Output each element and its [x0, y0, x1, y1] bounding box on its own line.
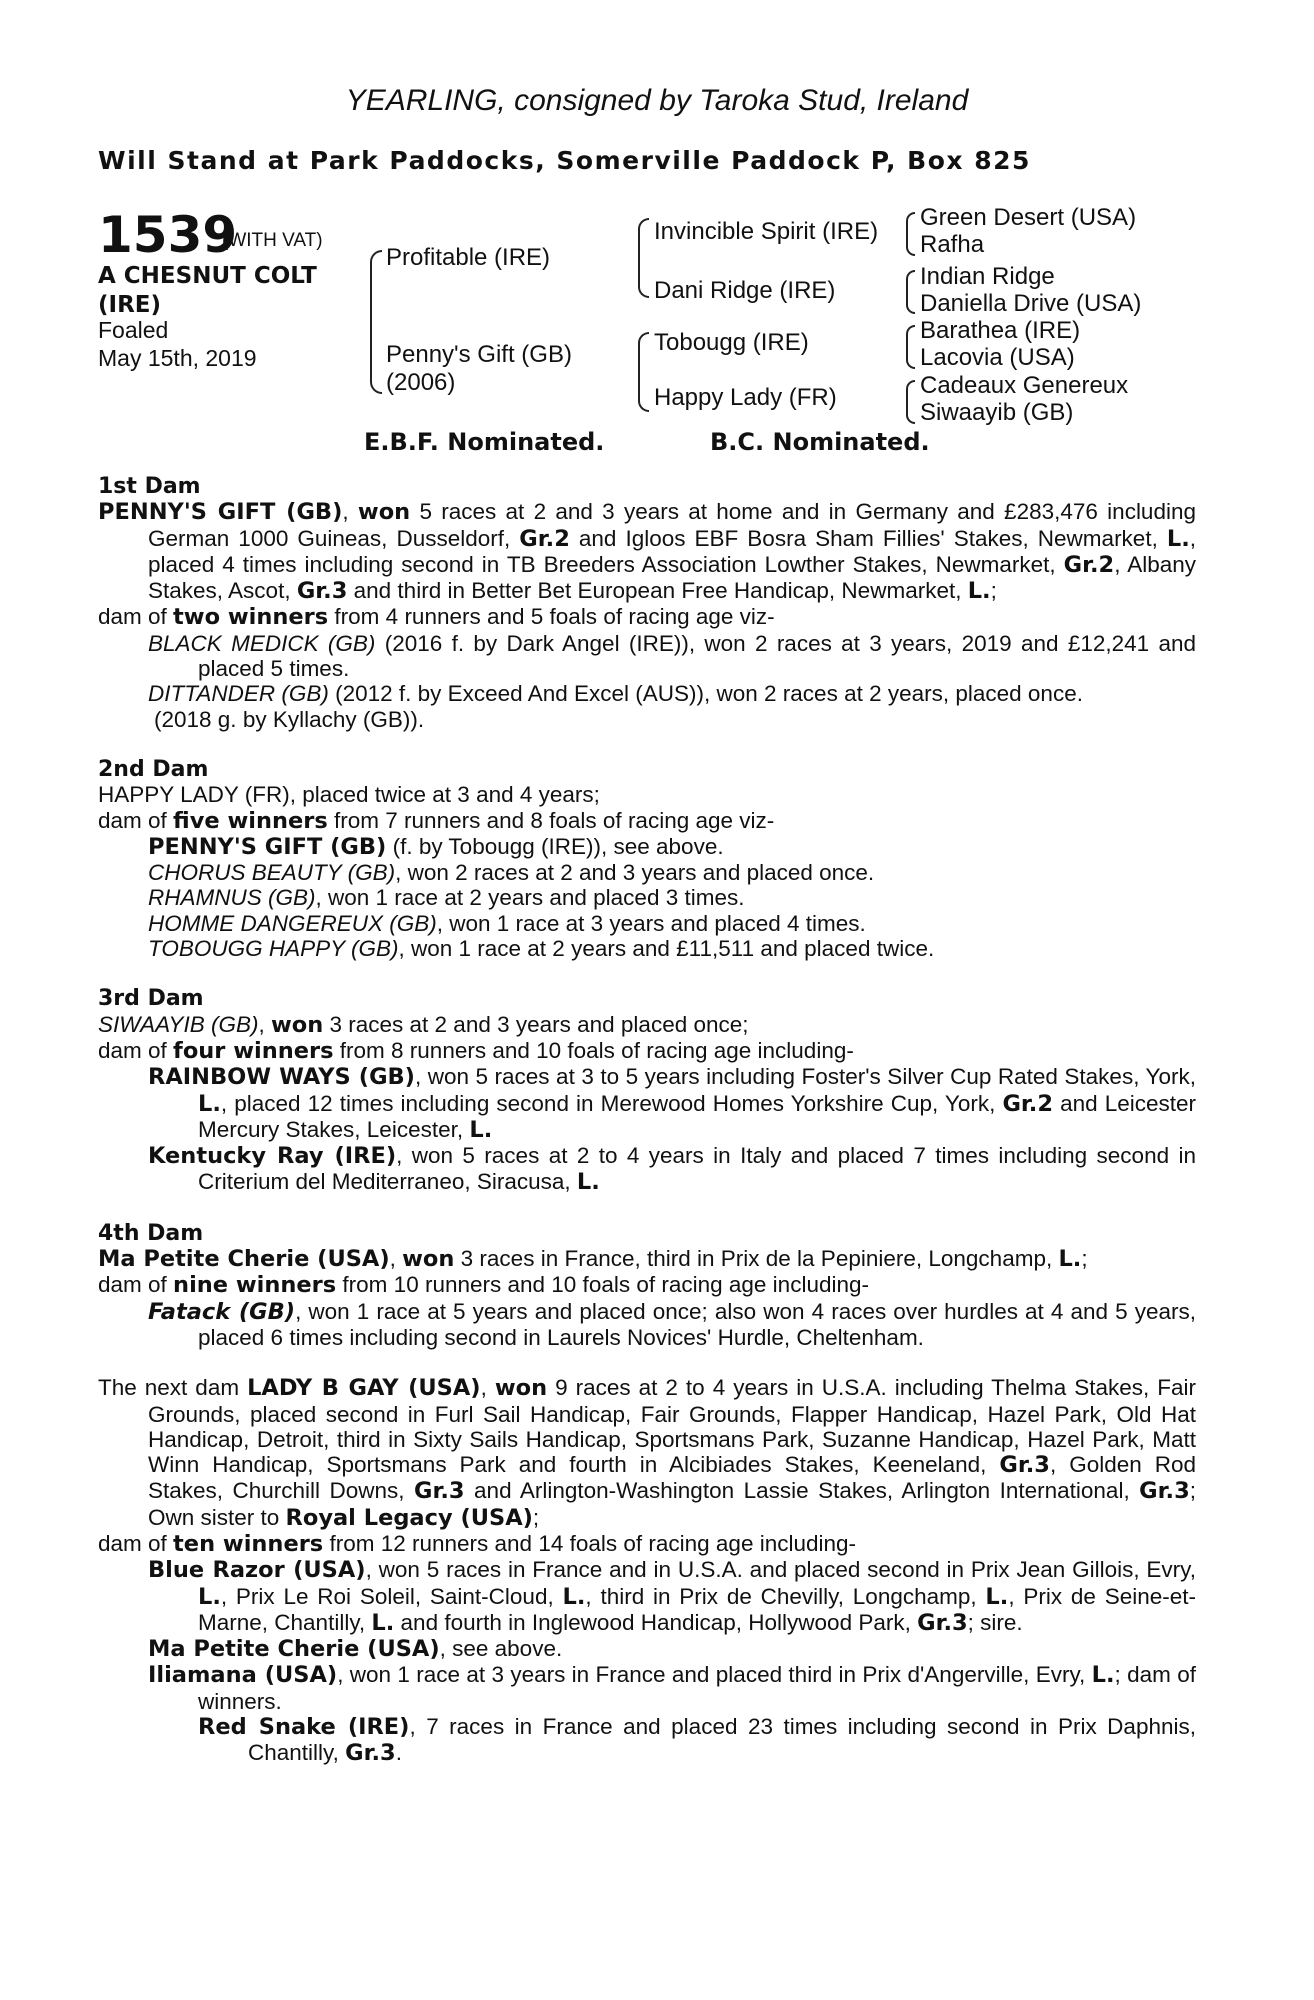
produce-dittander: DITTANDER (GB) (2012 f. by Exceed And Excel (AUS)), won 2 races at 2 years, placed once.	[148, 681, 1083, 707]
section-heading-2nd-dam: 2nd Dam	[98, 756, 209, 782]
produce-homme-dangereux: HOMME DANGEREUX (GB), won 1 race at 3 years and placed 4 times.	[148, 910, 866, 936]
second-dam-record: HAPPY LADY (FR), placed twice at 3 and 4 years;	[98, 782, 600, 808]
produce-rhamnus: RHAMNUS (GB), won 1 race at 2 years and placed 3 times.	[148, 885, 745, 911]
section-heading-3rd-dam: 3rd Dam	[98, 986, 204, 1012]
foaled-date: May 15th, 2019	[98, 345, 257, 371]
section-heading-1st-dam: 1st Dam	[98, 474, 201, 499]
first-dam-record: PENNY'S GIFT (GB), won 5 races at 2 and 3 years at home and in Germany and £283,476 including German 1000 Guineas, Dusseldorf, Gr.2 and Igloos EBF Bosra Sham Fillies' Stakes, Newmarket, L., placed 4 times including second in TB Breeders Association Lowther Stakes, Newmarket, Gr.2, Albany Stakes, Ascot, Gr.3 and third in Better Bet European Free Handicap, Newmarket, L.;	[98, 499, 1197, 605]
pedigree-sire: Profitable (IRE)	[386, 244, 551, 271]
sire-brace	[370, 250, 382, 394]
foaled-info	[98, 316, 257, 372]
second-dam-produce-summary: dam of five winners from 7 runners and 8 foals of racing age viz-	[98, 807, 775, 834]
pedigree-sire-dam: Dani Ridge (IRE)	[654, 277, 836, 304]
sire-line-brace	[638, 218, 649, 298]
pedigree-dam-dam: Happy Lady (FR)	[654, 384, 837, 411]
pedigree-dam-sire: Tobougg (IRE)	[654, 329, 809, 356]
vat-note: (WITH VAT)	[222, 230, 323, 251]
produce-chorus-beauty: CHORUS BEAUTY (GB), won 2 races at 2 and 3 years and placed once.	[148, 860, 875, 886]
stand-location: Will Stand at Park Paddocks, Somerville Paddock P, Box 825	[98, 146, 1031, 175]
next-dam-record: The next dam LADY B GAY (USA), won 9 races at 2 to 4 years in U.S.A. including Thelma Stakes, Fair Grounds, placed second in Furl Sail Handicap, Fair Grounds, Flapper Handicap, Hazel Park, Old Hat Handicap, Detroit, third in Sixty Sails Handicap, Sportsmans Park, Suzanne Handicap, Hazel Park, Matt Winn Handicap, Sportsmans Park and fourth in Alcibiades Stakes, Keeneland, Gr.3, Golden Rod Stakes, Churchill Downs, Gr.3 and Arlington-Washington Lassie Stakes, Arlington International, Gr.3; Own sister to Royal Legacy (USA);	[98, 1375, 1196, 1531]
lot-description: A CHESNUT COLT (IRE)	[98, 263, 317, 318]
gg-brace-3	[906, 325, 915, 369]
third-dam-produce-summary: dam of four winners from 8 runners and 10 foals of racing age including-	[98, 1037, 854, 1064]
section-heading-4th-dam: 4th Dam	[98, 1220, 204, 1246]
pedigree-sire-sire: Invincible Spirit (IRE)	[654, 218, 879, 245]
produce-black-medick: BLACK MEDICK (GB) (2016 f. by Dark Angel (IRE)), won 2 races at 3 years, 2019 and £12,241 and placed 5 times.	[148, 630, 1196, 682]
consignment-line: YEARLING, consigned by Taroka Stud, Ireland	[345, 84, 969, 117]
lot-number: 1539	[98, 206, 238, 264]
fourth-dam-record: Ma Petite Cherie (USA), won 3 races in France, third in Prix de la Pepiniere, Longchamp, L.;	[98, 1246, 1088, 1273]
pedigree-dd-dam: Siwaayib (GB)	[920, 399, 1074, 426]
foaled-label: Foaled	[98, 317, 169, 343]
gg-brace-2	[906, 270, 915, 314]
gg-brace-1	[906, 212, 915, 256]
produce-2018-colt: (2018 g. by Kyllachy (GB)).	[154, 706, 425, 732]
pedigree-sd-sire: Indian Ridge	[920, 263, 1055, 290]
pedigree-dam-year: (2006)	[386, 369, 456, 396]
ebf-nomination: E.B.F. Nominated.	[364, 428, 605, 456]
dam-line-brace	[638, 332, 649, 412]
pedigree-dam: Penny's Gift (GB)	[386, 341, 572, 368]
next-dam-produce-summary: dam of ten winners from 12 runners and 14 foals of racing age including-	[98, 1530, 857, 1557]
pedigree-ss-sire: Green Desert (USA)	[920, 204, 1137, 231]
pedigree-sd-dam: Daniella Drive (USA)	[920, 290, 1142, 317]
produce-fatack: Fatack (GB), won 1 race at 5 years and placed once; also won 4 races over hurdles at 4 and 5 years, placed 6 times including second in Laurels Novices' Hurdle, Cheltenham.	[148, 1298, 1196, 1350]
pedigree-ds-sire: Barathea (IRE)	[920, 317, 1081, 344]
produce-kentucky-ray: Kentucky Ray (IRE), won 5 races at 2 to 4 years in Italy and placed 7 times including second in Criterium del Mediterraneo, Siracusa, L.	[148, 1143, 1196, 1196]
produce-record	[98, 474, 1196, 1767]
third-dam-record: SIWAAYIB (GB), won 3 races at 2 and 3 years and placed once;	[98, 1011, 749, 1038]
produce-pennys-gift: PENNY'S GIFT (GB) (f. by Tobougg (IRE)), see above.	[148, 833, 724, 860]
bc-nomination: B.C. Nominated.	[710, 428, 930, 456]
pedigree-ss-dam: Rafha	[920, 231, 985, 258]
produce-blue-razor: Blue Razor (USA), won 5 races in France and in U.S.A. and placed second in Prix Jean Gillois, Evry, L., Prix Le Roi Soleil, Saint-Cloud, L., third in Prix de Chevilly, Longchamp, L., Prix de Seine-et-Marne, Chantilly, L. and fourth in Inglewood Handicap, Hollywood Park, Gr.3; sire.	[148, 1557, 1197, 1636]
fourth-dam-produce-summary: dam of nine winners from 10 runners and 10 foals of racing age including-	[98, 1272, 869, 1299]
first-dam-produce-summary: dam of two winners from 4 runners and 5 foals of racing age viz-	[98, 604, 775, 631]
gg-brace-4	[906, 380, 915, 424]
produce-tobougg-happy: TOBOUGG HAPPY (GB), won 1 race at 2 years and £11,511 and placed twice.	[148, 936, 935, 962]
produce-red-snake: Red Snake (IRE), 7 races in France and placed 23 times including second in Prix Daphnis, Chantilly, Gr.3.	[198, 1714, 1196, 1767]
produce-ma-petite-cherie: Ma Petite Cherie (USA), see above.	[148, 1636, 563, 1663]
produce-iliamana: Iliamana (USA), won 1 race at 3 years in France and placed third in Prix d'Angerville, Evry, L.; dam of winners.	[148, 1662, 1196, 1714]
pedigree-dd-sire: Cadeaux Genereux	[920, 372, 1129, 399]
produce-rainbow-ways: RAINBOW WAYS (GB), won 5 races at 3 to 5 years including Foster's Silver Cup Rated Stakes, York, L., placed 12 times including second in Merewood Homes Yorkshire Cup, York, Gr.2 and Leicester Mercury Stakes, Leicester, L.	[148, 1064, 1196, 1143]
pedigree-ds-dam: Lacovia (USA)	[920, 344, 1075, 371]
